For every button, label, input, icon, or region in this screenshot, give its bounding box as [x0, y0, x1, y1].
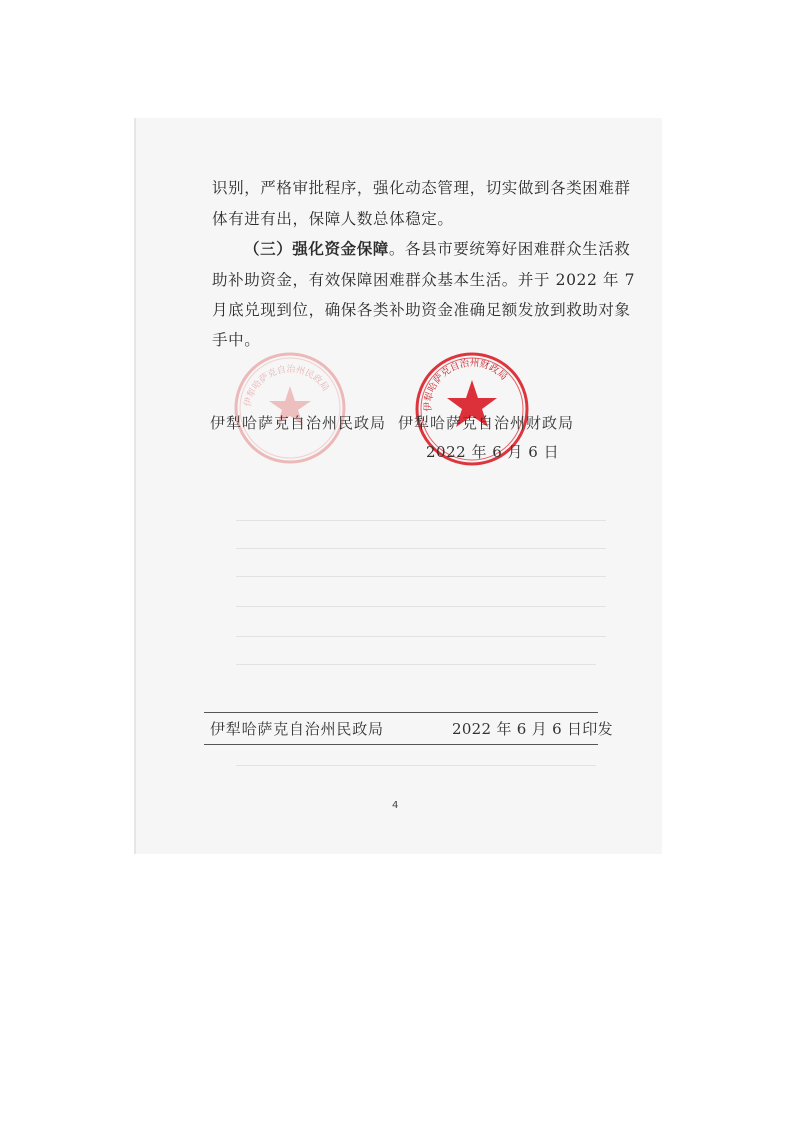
body-line: 手中。 [212, 331, 261, 349]
svg-text:伊犁哈萨克自治州民政局: 伊犁哈萨克自治州民政局 [243, 364, 331, 408]
section-heading: （三）强化资金保障 [244, 239, 389, 258]
bleed-through-line [236, 520, 606, 521]
body-line: 助补助资金，有效保障困难群众基本生活。并于 2022 年 7 [212, 271, 636, 289]
footer-bottom-rule [204, 744, 598, 745]
body-line [244, 237, 630, 259]
body-line: 月底兑现到位，确保各类补助资金准确足额发放到救助对象 [212, 301, 631, 319]
page-number: 4 [392, 800, 399, 811]
body-span: 。各县市要统筹好困难群众生活救 [388, 240, 631, 258]
bleed-through-line [236, 576, 606, 577]
body-line: 识别，严格审批程序，强化动态管理，切实做到各类困难群 [212, 179, 631, 197]
bleed-through-line [236, 636, 606, 637]
bleed-through-line [236, 548, 606, 549]
footer-issue-date: 2022 年 6 月 6 日印发 [452, 720, 613, 738]
footer-issuer: 伊犁哈萨克自治州民政局 [210, 720, 384, 738]
footer-top-rule [204, 712, 598, 713]
body-line: 体有进有出，保障人数总体稳定。 [212, 210, 454, 228]
bleed-through-line [236, 765, 596, 766]
left-official-seal [232, 350, 348, 466]
svg-text:伊犁哈萨克自治州财政局: 伊犁哈萨克自治州财政局 [422, 357, 510, 412]
signature-finance: 伊犁哈萨克自治州财政局 [398, 414, 575, 432]
bleed-through-line [236, 664, 596, 665]
bleed-through-line [236, 606, 606, 607]
signature-civil-affairs: 伊犁哈萨克自治州民政局 [210, 414, 387, 432]
scan-edge [134, 118, 136, 854]
signature-date: 2022 年 6 月 6 日 [426, 443, 560, 461]
